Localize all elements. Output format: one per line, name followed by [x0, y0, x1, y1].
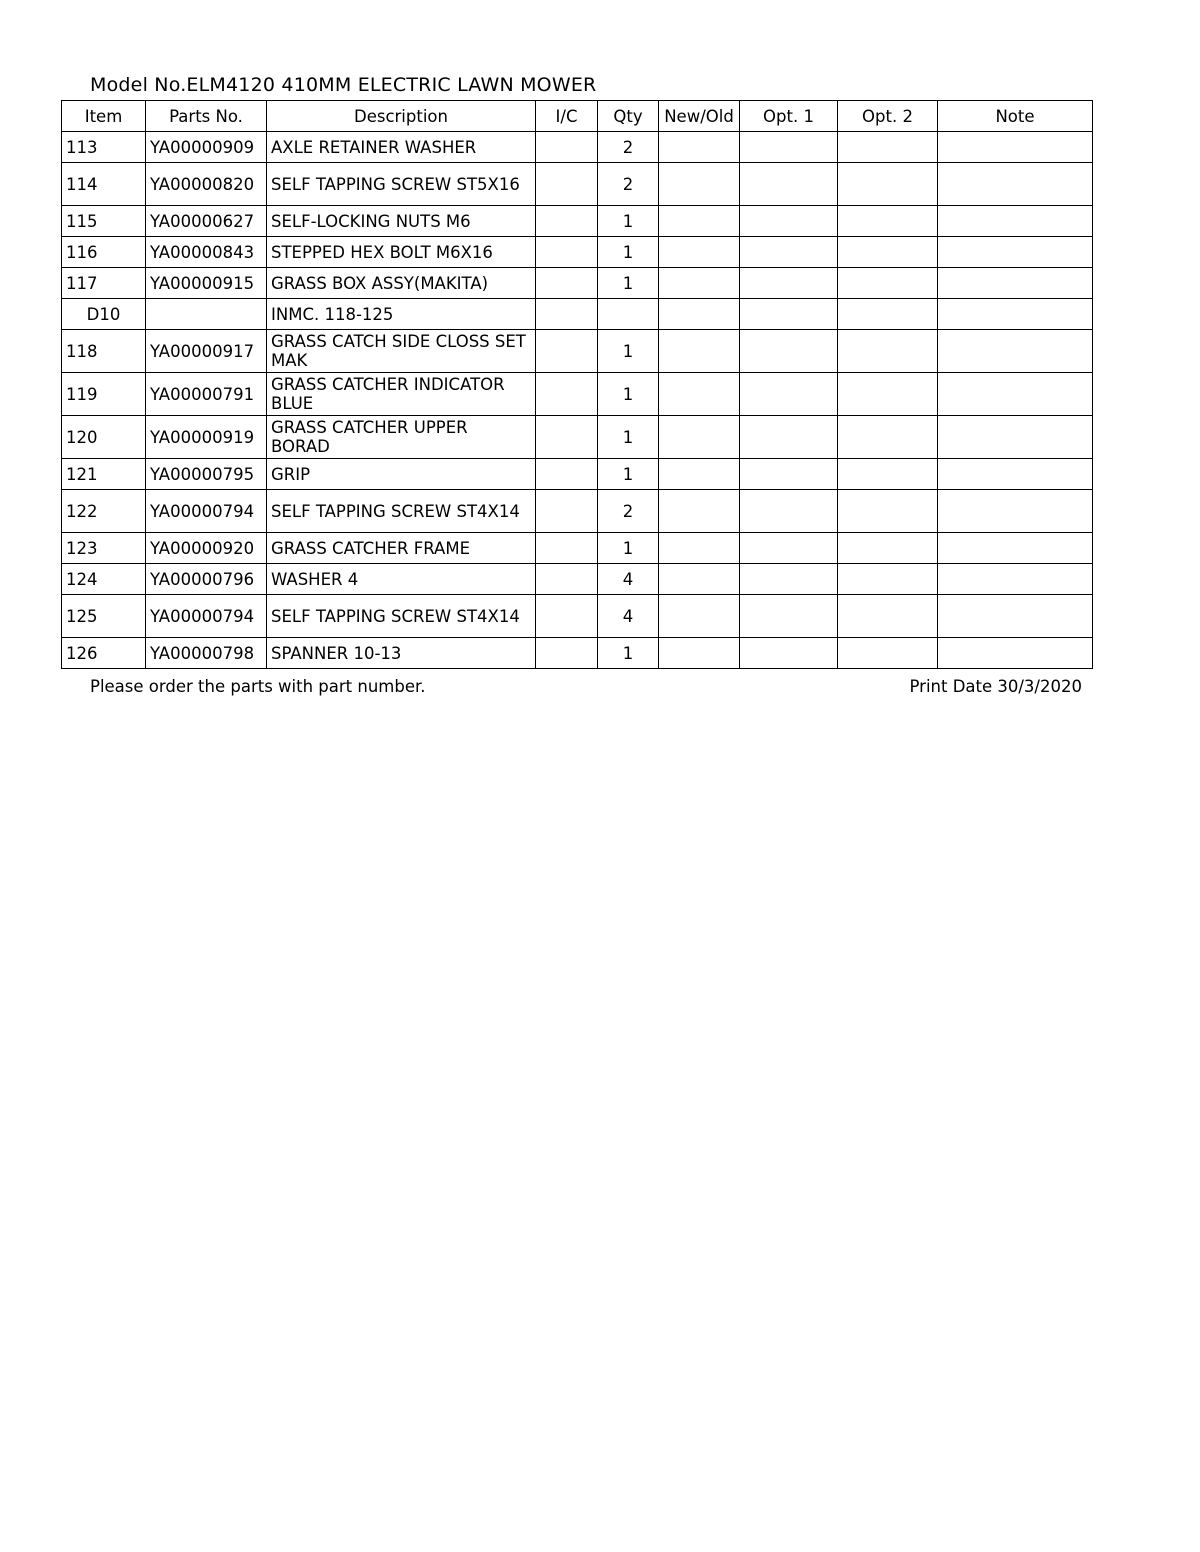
cell-qty: 2 — [598, 163, 659, 206]
cell-part-no: YA00000794 — [146, 595, 267, 638]
cell-qty: 4 — [598, 595, 659, 638]
cell-description: WASHER 4 — [267, 564, 536, 595]
cell-note — [938, 638, 1093, 669]
cell-qty: 2 — [598, 490, 659, 533]
cell-item: 121 — [62, 459, 146, 490]
cell-opt2 — [838, 163, 938, 206]
cell-qty: 1 — [598, 373, 659, 416]
cell-opt2 — [838, 638, 938, 669]
cell-qty: 1 — [598, 206, 659, 237]
document-title: Model No.ELM4120 410MM ELECTRIC LAWN MOWER — [90, 74, 597, 96]
cell-ic — [536, 330, 598, 373]
cell-ic — [536, 416, 598, 459]
cell-note — [938, 595, 1093, 638]
cell-ic — [536, 459, 598, 490]
cell-opt1 — [740, 163, 838, 206]
table-body — [62, 132, 1093, 669]
cell-ic — [536, 595, 598, 638]
cell-opt2 — [838, 330, 938, 373]
cell-ic — [536, 268, 598, 299]
cell-new-old — [659, 416, 740, 459]
column-header-description: Description — [267, 101, 536, 132]
column-header-ic: I/C — [536, 101, 598, 132]
cell-opt1 — [740, 373, 838, 416]
table-row — [62, 564, 1093, 595]
cell-qty: 1 — [598, 330, 659, 373]
cell-opt1 — [740, 268, 838, 299]
column-header-opt2: Opt. 2 — [838, 101, 938, 132]
cell-opt1 — [740, 564, 838, 595]
cell-ic — [536, 638, 598, 669]
cell-part-no: YA00000909 — [146, 132, 267, 163]
cell-item: 126 — [62, 638, 146, 669]
cell-item: 115 — [62, 206, 146, 237]
column-header-item: Item — [62, 101, 146, 132]
cell-description: SELF-LOCKING NUTS M6 — [267, 206, 536, 237]
cell-opt2 — [838, 268, 938, 299]
cell-note — [938, 268, 1093, 299]
table-row — [62, 533, 1093, 564]
cell-opt2 — [838, 299, 938, 330]
cell-description: GRASS CATCH SIDE CLOSS SET MAK — [267, 330, 536, 373]
cell-item: 122 — [62, 490, 146, 533]
cell-new-old — [659, 268, 740, 299]
cell-part-no: YA00000627 — [146, 206, 267, 237]
column-header-note: Note — [938, 101, 1093, 132]
cell-new-old — [659, 299, 740, 330]
cell-new-old — [659, 330, 740, 373]
cell-description: GRASS CATCHER FRAME — [267, 533, 536, 564]
cell-new-old — [659, 132, 740, 163]
cell-new-old — [659, 373, 740, 416]
cell-qty: 1 — [598, 533, 659, 564]
cell-opt1 — [740, 330, 838, 373]
cell-opt2 — [838, 416, 938, 459]
cell-part-no: YA00000843 — [146, 237, 267, 268]
cell-note — [938, 163, 1093, 206]
cell-qty: 1 — [598, 638, 659, 669]
cell-item: 123 — [62, 533, 146, 564]
cell-description: SELF TAPPING SCREW ST4X14 — [267, 595, 536, 638]
cell-description: GRASS CATCHER INDICATOR BLUE — [267, 373, 536, 416]
parts-table — [61, 100, 1093, 669]
cell-note — [938, 533, 1093, 564]
cell-note — [938, 237, 1093, 268]
cell-item: 124 — [62, 564, 146, 595]
cell-part-no: YA00000820 — [146, 163, 267, 206]
cell-part-no: YA00000795 — [146, 459, 267, 490]
column-header-qty: Qty — [598, 101, 659, 132]
cell-new-old — [659, 206, 740, 237]
cell-ic — [536, 299, 598, 330]
cell-opt2 — [838, 132, 938, 163]
cell-opt1 — [740, 459, 838, 490]
cell-description: GRASS BOX ASSY(MAKITA) — [267, 268, 536, 299]
cell-part-no: YA00000920 — [146, 533, 267, 564]
cell-note — [938, 299, 1093, 330]
cell-opt2 — [838, 595, 938, 638]
cell-item: 114 — [62, 163, 146, 206]
cell-qty: 1 — [598, 459, 659, 490]
cell-ic — [536, 564, 598, 595]
cell-part-no: YA00000794 — [146, 490, 267, 533]
cell-qty: 1 — [598, 268, 659, 299]
table-row — [62, 595, 1093, 638]
cell-new-old — [659, 237, 740, 268]
cell-note — [938, 373, 1093, 416]
cell-description: GRASS CATCHER UPPER BORAD — [267, 416, 536, 459]
cell-opt2 — [838, 459, 938, 490]
cell-opt2 — [838, 237, 938, 268]
table-header-row — [62, 101, 1093, 132]
table-row — [62, 416, 1093, 459]
column-header-new-old: New/Old — [659, 101, 740, 132]
cell-item: D10 — [62, 299, 146, 330]
cell-opt1 — [740, 416, 838, 459]
cell-opt1 — [740, 595, 838, 638]
cell-qty: 4 — [598, 564, 659, 595]
cell-note — [938, 564, 1093, 595]
table-row — [62, 638, 1093, 669]
cell-description: SELF TAPPING SCREW ST4X14 — [267, 490, 536, 533]
cell-description: SELF TAPPING SCREW ST5X16 — [267, 163, 536, 206]
cell-description: STEPPED HEX BOLT M6X16 — [267, 237, 536, 268]
cell-opt1 — [740, 299, 838, 330]
cell-opt1 — [740, 206, 838, 237]
cell-description: INMC. 118-125 — [267, 299, 536, 330]
cell-item: 118 — [62, 330, 146, 373]
table-row — [62, 268, 1093, 299]
table-row — [62, 163, 1093, 206]
cell-part-no: YA00000919 — [146, 416, 267, 459]
column-header-parts-no: Parts No. — [146, 101, 267, 132]
column-header-opt1: Opt. 1 — [740, 101, 838, 132]
cell-qty: 1 — [598, 237, 659, 268]
cell-opt2 — [838, 206, 938, 237]
cell-note — [938, 459, 1093, 490]
cell-new-old — [659, 638, 740, 669]
cell-qty: 2 — [598, 132, 659, 163]
cell-ic — [536, 132, 598, 163]
cell-new-old — [659, 595, 740, 638]
cell-note — [938, 416, 1093, 459]
cell-ic — [536, 237, 598, 268]
table-row — [62, 459, 1093, 490]
cell-qty: 1 — [598, 416, 659, 459]
cell-new-old — [659, 459, 740, 490]
cell-part-no: YA00000791 — [146, 373, 267, 416]
cell-description: AXLE RETAINER WASHER — [267, 132, 536, 163]
cell-ic — [536, 373, 598, 416]
cell-opt1 — [740, 490, 838, 533]
cell-item: 117 — [62, 268, 146, 299]
cell-opt2 — [838, 490, 938, 533]
cell-opt2 — [838, 564, 938, 595]
print-date: Print Date 30/3/2020 — [909, 677, 1082, 696]
cell-item: 120 — [62, 416, 146, 459]
cell-new-old — [659, 163, 740, 206]
cell-part-no: YA00000798 — [146, 638, 267, 669]
order-note: Please order the parts with part number. — [90, 677, 426, 696]
cell-new-old — [659, 564, 740, 595]
cell-item: 113 — [62, 132, 146, 163]
cell-part-no: YA00000915 — [146, 268, 267, 299]
cell-opt1 — [740, 237, 838, 268]
cell-ic — [536, 490, 598, 533]
table-row — [62, 299, 1093, 330]
cell-ic — [536, 163, 598, 206]
cell-ic — [536, 533, 598, 564]
cell-item: 116 — [62, 237, 146, 268]
cell-item: 125 — [62, 595, 146, 638]
cell-part-no: YA00000917 — [146, 330, 267, 373]
cell-opt2 — [838, 373, 938, 416]
cell-description: SPANNER 10-13 — [267, 638, 536, 669]
cell-part-no — [146, 299, 267, 330]
table-row — [62, 373, 1093, 416]
cell-opt1 — [740, 533, 838, 564]
cell-qty — [598, 299, 659, 330]
table-row — [62, 206, 1093, 237]
cell-description: GRIP — [267, 459, 536, 490]
table-row — [62, 132, 1093, 163]
cell-note — [938, 330, 1093, 373]
cell-ic — [536, 206, 598, 237]
cell-note — [938, 206, 1093, 237]
cell-opt1 — [740, 132, 838, 163]
table-row — [62, 330, 1093, 373]
cell-new-old — [659, 490, 740, 533]
table-row — [62, 237, 1093, 268]
cell-note — [938, 490, 1093, 533]
cell-item: 119 — [62, 373, 146, 416]
cell-new-old — [659, 533, 740, 564]
cell-opt1 — [740, 638, 838, 669]
cell-opt2 — [838, 533, 938, 564]
table-row — [62, 490, 1093, 533]
cell-note — [938, 132, 1093, 163]
cell-part-no: YA00000796 — [146, 564, 267, 595]
